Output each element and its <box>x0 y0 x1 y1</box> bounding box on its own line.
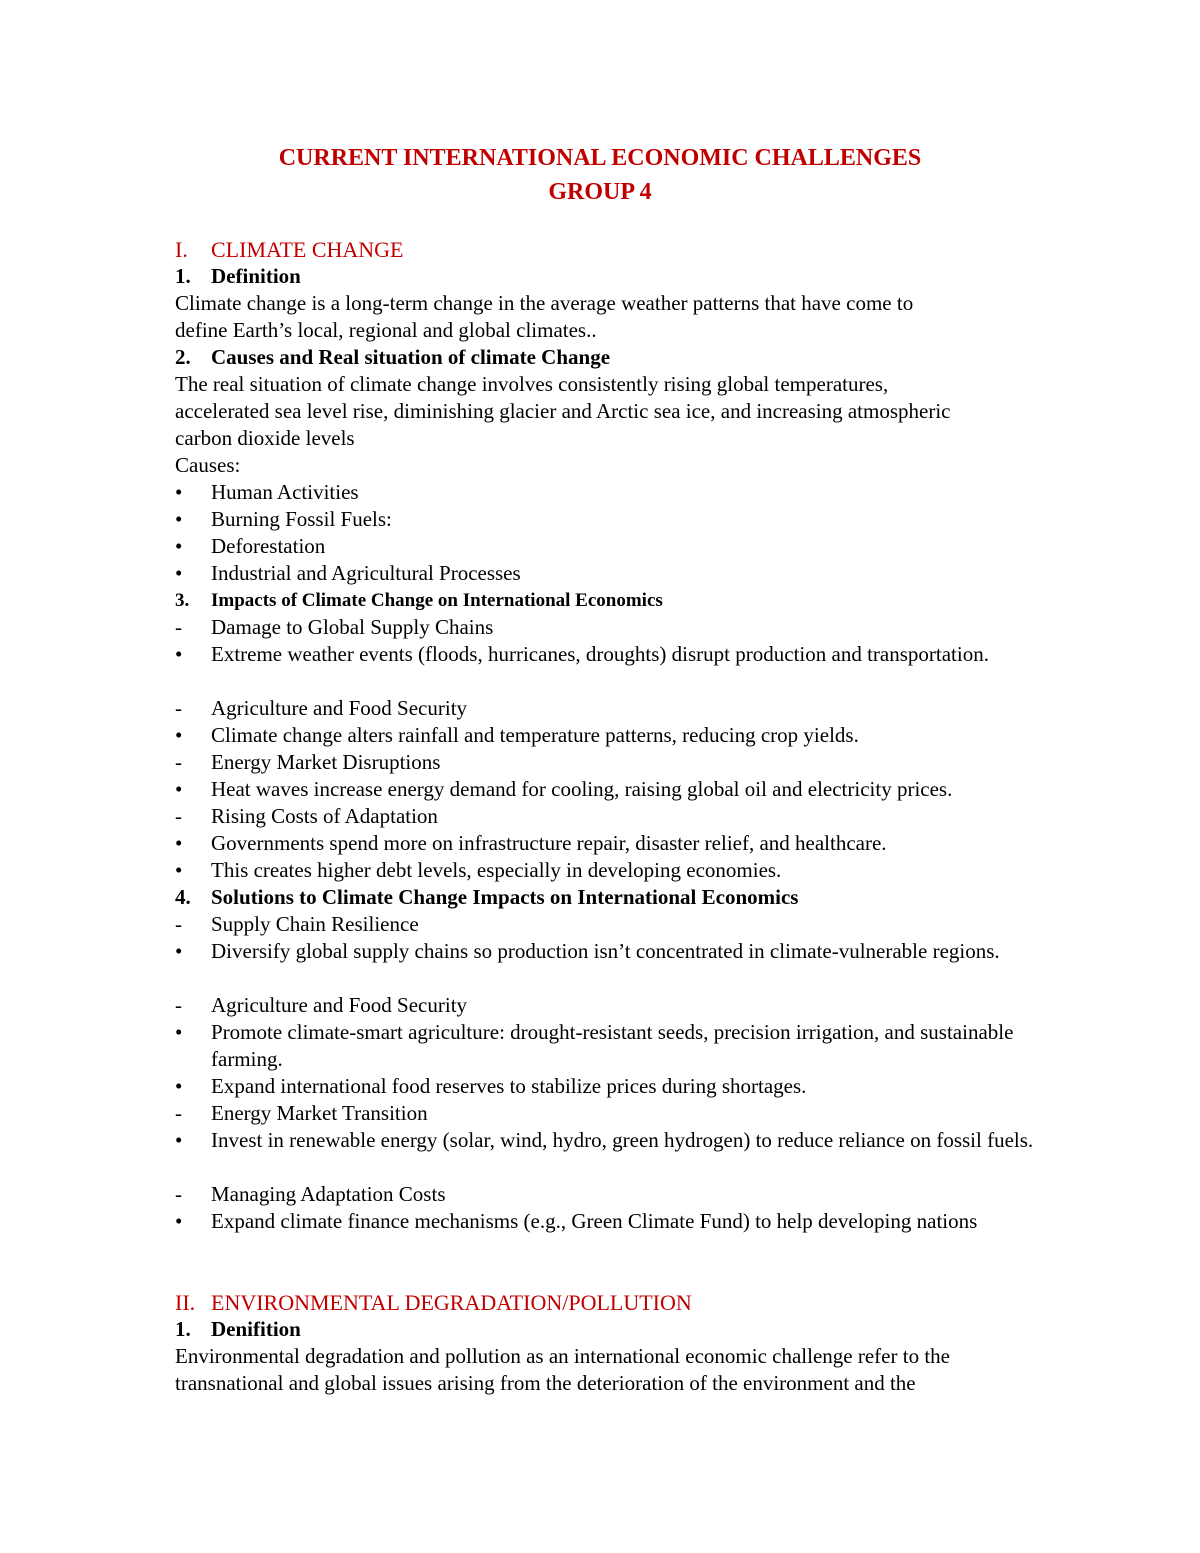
list-item: • Extreme weather events (floods, hurricanes, droughts) disrupt production and transportation. <box>175 642 989 666</box>
list-item: - Rising Costs of Adaptation <box>175 804 438 828</box>
paragraph-line: define Earth’s local, regional and global climates.. <box>175 318 597 342</box>
list-item: • Deforestation <box>175 534 326 558</box>
list-item: - Agriculture and Food Security <box>175 696 468 720</box>
list-item: - Energy Market Transition <box>175 1101 428 1125</box>
section-heading <box>175 236 1075 263</box>
section-spacer <box>175 1262 1075 1289</box>
bullet-icon: • <box>175 480 183 504</box>
subsection-heading <box>175 587 1075 614</box>
list-item: • Invest in renewable energy (solar, wind, hydro, green hydrogen) to reduce reliance on fossil fuels. <box>175 1128 1034 1152</box>
subsection-title: Solutions to Climate Change Impacts on International Economics <box>211 885 799 909</box>
paragraph-line: transnational and global issues arising from the deterioration of the environment and the <box>175 1371 916 1395</box>
list-item: • Expand international food reserves to stabilize prices during shortages. <box>175 1074 807 1098</box>
list-item: • Expand climate finance mechanisms (e.g., Green Climate Fund) to help developing nations <box>175 1209 978 1233</box>
subsection-title: Impacts of Climate Change on International Economics <box>211 590 663 611</box>
section-number: I. <box>175 237 188 262</box>
document-subtitle: GROUP 4 <box>548 179 652 205</box>
list-item: - Agriculture and Food Security <box>175 993 468 1017</box>
list-item: • Heat waves increase energy demand for cooling, raising global oil and electricity prices. <box>175 777 953 801</box>
document-title: CURRENT INTERNATIONAL ECONOMIC CHALLENGES <box>278 145 922 171</box>
list-item: • Diversify global supply chains so production isn’t concentrated in climate-vulnerable regions. <box>175 939 1000 963</box>
section-heading <box>175 1289 1075 1316</box>
subsection-heading <box>175 884 1075 911</box>
list-item: • This creates higher debt levels, especially in developing economies. <box>175 858 782 882</box>
subsection-heading <box>175 1316 1075 1343</box>
paragraph-line: accelerated sea level rise, diminishing glacier and Arctic sea ice, and increasing atmospheric <box>175 399 951 423</box>
paragraph-line: Environmental degradation and pollution as an international economic challenge refer to the <box>175 1344 950 1368</box>
list-item: - Energy Market Disruptions <box>175 750 441 774</box>
causes-label: Causes: <box>175 453 241 477</box>
subsection-title: Causes and Real situation of climate Change <box>211 345 611 369</box>
subsection-number: 1. <box>175 1317 191 1341</box>
subsection-title: Definition <box>211 264 301 288</box>
subsection-number: 4. <box>175 885 191 909</box>
list-item: • Burning Fossil Fuels: <box>175 507 392 531</box>
paragraph-line: The real situation of climate change involves consistently rising global temperatures, <box>175 372 889 396</box>
section-number: II. <box>175 1290 196 1315</box>
paragraph-line: carbon dioxide levels <box>175 426 355 450</box>
list-item: - Damage to Global Supply Chains <box>175 615 494 639</box>
subsection-heading <box>175 344 1075 371</box>
list-item: • Governments spend more on infrastructure repair, disaster relief, and healthcare. <box>175 831 887 855</box>
subsection-number: 2. <box>175 345 191 369</box>
list-item: - Supply Chain Resilience <box>175 912 419 936</box>
subsection-title: Denifition <box>211 1317 301 1341</box>
list-item: • Climate change alters rainfall and temperature patterns, reducing crop yields. <box>175 723 859 747</box>
list-item: • Human Activities <box>175 480 359 504</box>
bullet-icon: • <box>175 507 183 531</box>
list-item: - Managing Adaptation Costs <box>175 1182 446 1206</box>
paragraph-line: Climate change is a long-term change in the average weather patterns that have come to <box>175 291 914 315</box>
list-item: • Promote climate-smart agriculture: drought-resistant seeds, precision irrigation, and sustainable farming. <box>175 1020 1014 1071</box>
subsection-number: 3. <box>175 590 190 611</box>
subsection-heading <box>175 263 1075 290</box>
list-item: • Industrial and Agricultural Processes <box>175 561 521 585</box>
subsection-number: 1. <box>175 264 191 288</box>
section-title: CLIMATE CHANGE <box>211 237 404 262</box>
bullet-icon: • <box>175 561 183 585</box>
section-title: ENVIRONMENTAL DEGRADATION/POLLUTION <box>211 1290 692 1315</box>
bullet-icon: • <box>175 534 183 558</box>
document-body <box>175 236 1075 1397</box>
